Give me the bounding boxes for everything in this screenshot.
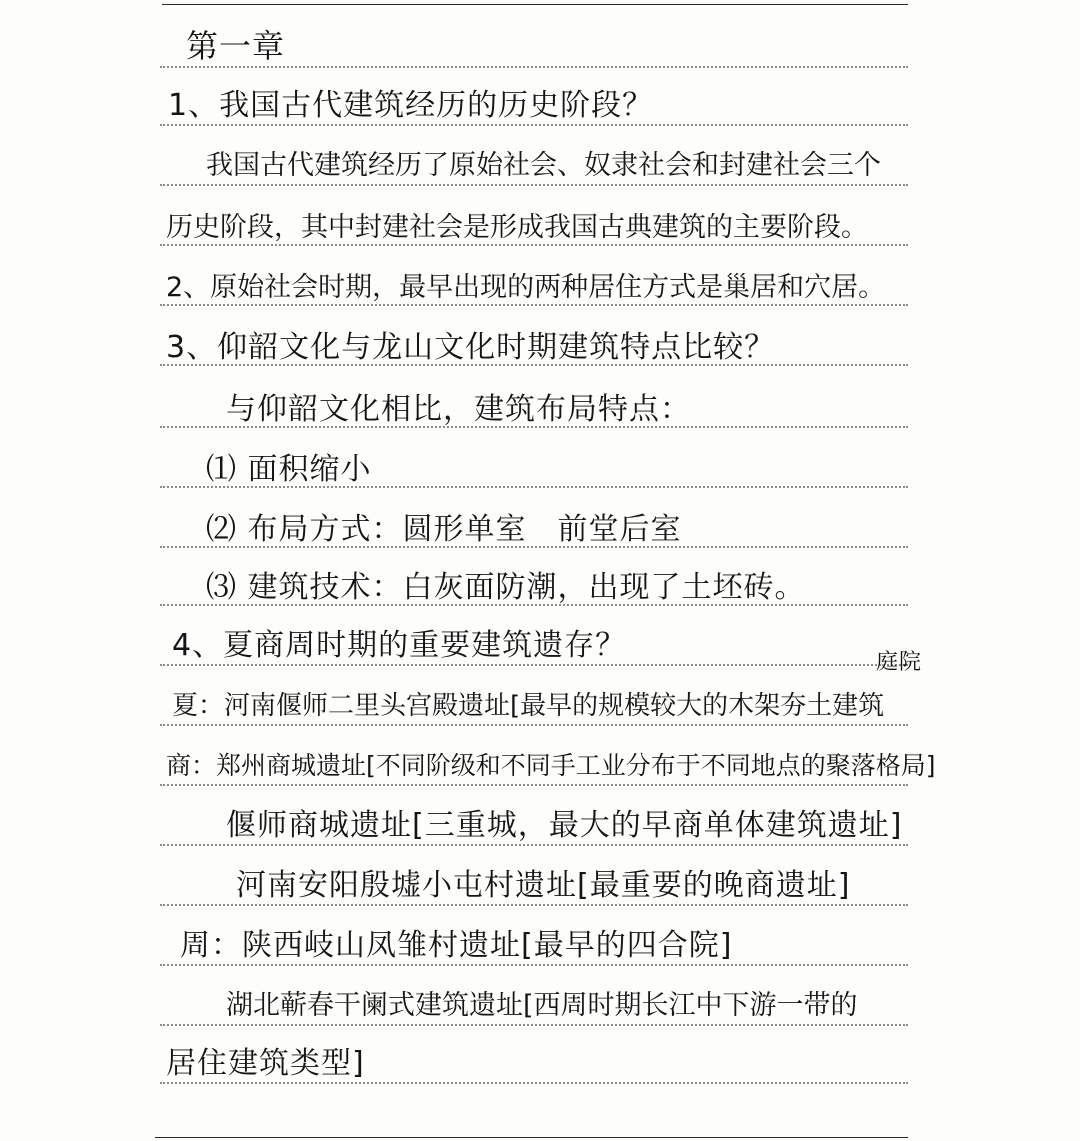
ruled-line xyxy=(160,784,908,786)
shang-dynasty-site-3: 河南安阳殷墟小屯村遗址[最重要的晚商遗址] xyxy=(236,868,851,903)
answer-3-point-1: ⑴ 面积缩小 xyxy=(206,452,372,487)
answer-3-point-3: ⑶ 建筑技术：白灰面防潮，出现了土坯砖。 xyxy=(206,570,806,605)
ruled-line xyxy=(160,66,908,68)
zhou-dynasty-site-1: 周：陕西岐山凤雏村遗址[最早的四合院] xyxy=(180,928,733,963)
ruled-line xyxy=(160,1082,908,1084)
insertion-note: 庭院 xyxy=(876,650,923,675)
question-4: 4、夏商周时期的重要建筑遗存？ xyxy=(172,628,627,663)
answer-1-line-1: 我国古代建筑经历了原始社会、奴隶社会和封建社会三个 xyxy=(206,150,881,181)
ruled-line xyxy=(160,124,908,126)
ruled-line xyxy=(160,724,908,726)
ruled-line xyxy=(160,964,908,966)
question-3: 3、仰韶文化与龙山文化时期建筑特点比较？ xyxy=(166,330,776,365)
top-border-line xyxy=(162,4,908,5)
ruled-line xyxy=(160,904,908,906)
ruled-line xyxy=(160,184,908,186)
question-1: 1、我国古代建筑经历的历史阶段？ xyxy=(168,88,654,123)
question-2: 2、原始社会时期，最早出现的两种居住方式是巢居和穴居。 xyxy=(166,272,886,303)
zhou-dynasty-site-2-cont: 居住建筑类型] xyxy=(166,1046,365,1081)
xia-dynasty-site: 夏：河南偃师二里头宫殿遗址[最早的规模较大的木架夯土建筑 xyxy=(172,691,885,721)
answer-1-line-2: 历史阶段，其中封建社会是形成我国古典建筑的主要阶段。 xyxy=(166,212,868,243)
ruled-line xyxy=(160,664,908,666)
bottom-border-line xyxy=(155,1137,908,1138)
shang-dynasty-site-2: 偃师商城遗址[三重城，最大的早商单体建筑遗址] xyxy=(226,808,903,843)
answer-3-point-2: ⑵ 布局方式：圆形单室 前堂后室 xyxy=(206,512,682,547)
zhou-dynasty-site-2: 湖北蕲春干阑式建筑遗址[西周时期长江中下游一带的 xyxy=(226,990,858,1021)
chapter-heading: 第一章 xyxy=(186,27,286,65)
shang-dynasty-site-1: 商：郑州商城遗址[不同阶级和不同手工业分布于不同地点的聚落格局] xyxy=(166,751,936,780)
answer-3-intro: 与仰韶文化相比，建筑布局特点： xyxy=(226,392,691,427)
ruled-line xyxy=(160,844,908,846)
ruled-line xyxy=(160,1024,908,1026)
